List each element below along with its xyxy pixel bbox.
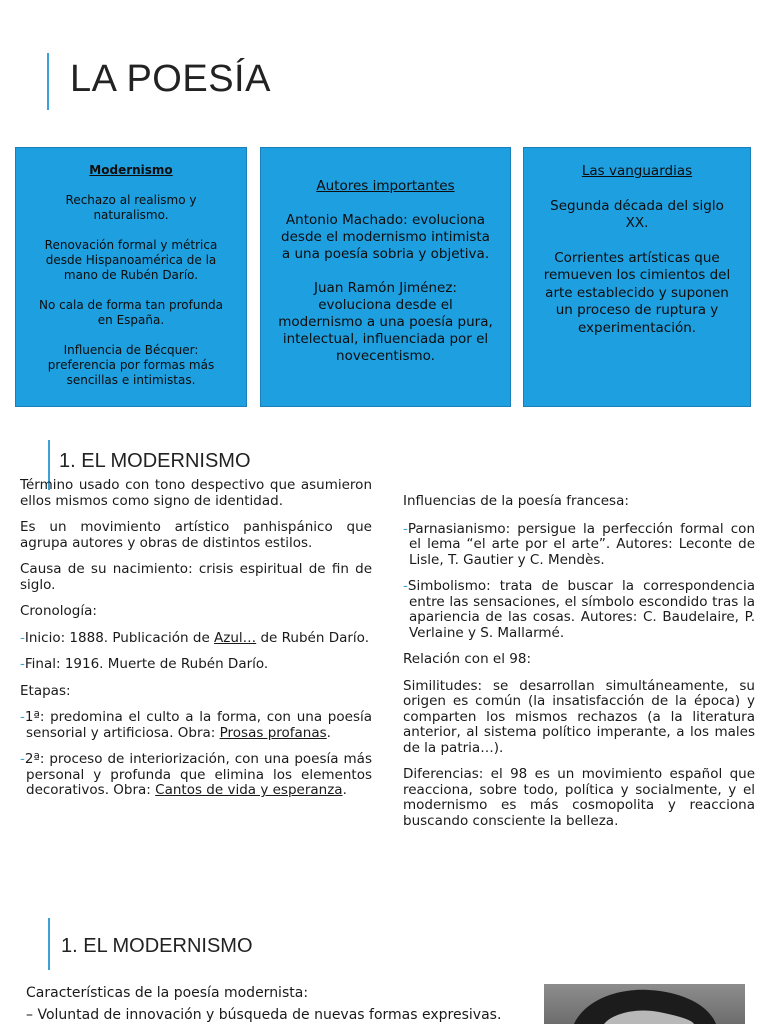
text-paragraph: Influencias de la poesía francesa: — [403, 493, 629, 509]
text-paragraph: Relación con el 98: — [403, 651, 531, 667]
section-title: 1. EL MODERNISMO — [59, 450, 251, 472]
list-text: Final: 1916. Muerte de Rubén Darío. — [24, 656, 269, 672]
slide-title: LA POESÍA — [70, 58, 271, 100]
list-item — [403, 522, 755, 569]
box-paragraph: No cala de forma tan profunda en España. — [38, 298, 224, 327]
list-item — [20, 657, 372, 673]
author-portrait-image — [544, 984, 745, 1024]
list-text: Parnasianismo: persigue la perfección formal con el lema “el arte por el arte”. Autores: Leconte de Lisle, T. Gautier y C. Mendès. — [407, 520, 755, 568]
section-title: 1. EL MODERNISMO — [61, 935, 253, 957]
box-paragraph: Corrientes artísticas que remueven los cimientos del arte establecido y suponen un proceso de ruptura y experimentación. — [543, 249, 731, 336]
text-paragraph: Causa de su nacimiento: crisis espiritual de fin de siglo. — [20, 561, 372, 593]
box-heading: Modernismo — [89, 163, 173, 177]
box-heading: Las vanguardias — [581, 163, 693, 179]
book-link-cantos[interactable]: Cantos de vida y esperanza — [155, 782, 343, 798]
dash-bullet: - — [403, 578, 408, 594]
right-column — [403, 494, 755, 840]
left-column — [20, 478, 372, 810]
text-paragraph: Características de la poesía modernista: — [26, 985, 309, 1001]
text-paragraph: Similitudes: se desarrollan simultáneamente, su origen es común (la insatisfacción de la época) y comparten los mismos rechazos (a la literatura anterior, al sistema político imperante, a los males de la patria…). — [403, 677, 755, 756]
text-paragraph: Término usado con tono despectivo que asumieron ellos mismos como signo de identidad. — [20, 477, 372, 509]
modernismo-box — [15, 147, 247, 407]
dash-bullet: - — [403, 520, 408, 537]
text-paragraph: Cronología: — [20, 603, 97, 619]
book-link-prosas-profanas[interactable]: Prosas profanas — [219, 724, 327, 741]
list-item — [403, 579, 755, 641]
title-accent-bar — [47, 53, 49, 110]
list-text: de Rubén Darío. — [256, 629, 369, 646]
book-link-azul[interactable]: Azul… — [214, 629, 257, 646]
list-text: 1ª: predomina el culto a la forma, con una poesía sensorial y artificiosa. Obra: — [24, 709, 372, 741]
box-paragraph: Influencia de Bécquer: preferencia por formas más sencillas e intimistas. — [47, 343, 215, 387]
list-text: Inicio: 1888. Publicación de — [24, 629, 215, 646]
box-paragraph: Antonio Machado: evoluciona desde el modernismo intimista a una poesía sobria y objetiva. — [281, 212, 490, 262]
list-item — [20, 710, 372, 741]
dash-bullet: - — [20, 629, 25, 646]
dash-bullet: - — [20, 656, 25, 672]
vanguardias-box — [523, 147, 751, 407]
text-paragraph: Diferencias: el 98 es un movimiento español que reacciona, sobre todo, política y socialmente, y el modernismo es más cosmopolita y reacciona buscando consciente la belleza. — [403, 766, 755, 829]
text-paragraph: Es un movimiento artístico panhispánico que agrupa autores y obras de distintos estilos. — [20, 519, 372, 551]
text-paragraph: Etapas: — [20, 682, 71, 699]
dash-bullet: - — [20, 709, 25, 725]
dash-bullet: - — [20, 751, 25, 767]
list-text: 2ª: proceso de interiorización, con una poesía más personal y profunda que elimina los elementos decorativos. Obra: — [24, 751, 372, 798]
box-paragraph: Rechazo al realismo y naturalismo. — [65, 193, 197, 222]
box-paragraph: Renovación formal y métrica desde Hispanoamérica de la mano de Rubén Darío. — [44, 238, 218, 282]
list-item — [20, 631, 372, 647]
list-item: – Voluntad de innovación y búsqueda de nuevas formas expresivas. — [26, 1007, 502, 1023]
list-item — [20, 752, 372, 799]
section-accent-bar — [48, 918, 50, 970]
characteristics-list — [26, 982, 501, 1026]
box-heading: Autores importantes — [316, 178, 455, 194]
list-text: . — [326, 724, 331, 741]
list-text: Simbolismo: trata de buscar la correspondencia entre las sensaciones, el símbolo escondido tras la apariencia de las cosas. Autores: C. Baudelaire, P. Verlaine y S. Mallarmé. — [407, 578, 755, 641]
box-paragraph: Juan Ramón Jiménez: evoluciona desde el modernismo a una poesía pura, intelectual, influenciada por el novecentismo. — [278, 280, 493, 364]
list-text: . — [342, 782, 347, 798]
autores-box — [260, 147, 511, 407]
box-paragraph: Segunda década del siglo XX. — [550, 197, 724, 231]
